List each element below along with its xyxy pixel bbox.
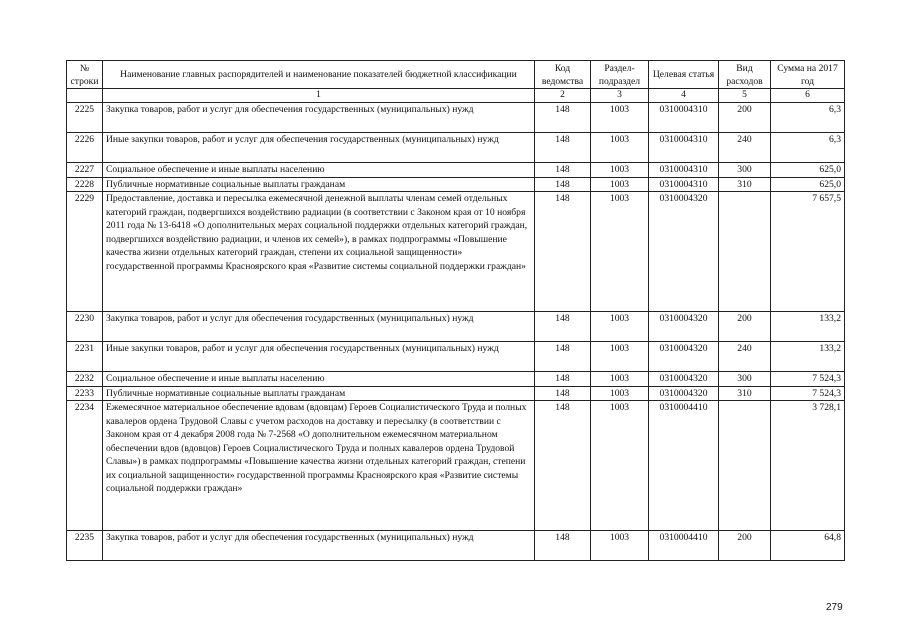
row-number: 2228 (67, 177, 103, 192)
row-target-article: 0310004320 (649, 312, 719, 342)
row-amount: 6,3 (771, 103, 845, 133)
row-name: Социальное обеспечение и иные выплаты населению (103, 372, 535, 387)
row-number: 2235 (67, 531, 103, 561)
row-target-article: 0310004410 (649, 531, 719, 561)
row-expense-type: 200 (719, 312, 771, 342)
row-expense-type: 240 (719, 342, 771, 372)
row-amount: 7 657,5 (771, 192, 845, 312)
row-section: 1003 (591, 177, 649, 192)
row-department-code: 148 (535, 372, 591, 387)
row-section: 1003 (591, 133, 649, 163)
table-row (67, 372, 845, 387)
table-row (67, 342, 845, 372)
header-department-code: Код ведомства (535, 61, 591, 89)
row-name: Публичные нормативные социальные выплаты гражданам (103, 177, 535, 192)
row-number: 2233 (67, 386, 103, 401)
row-expense-type: 200 (719, 531, 771, 561)
row-expense-type: 310 (719, 386, 771, 401)
row-section: 1003 (591, 372, 649, 387)
header-row-number: № строки (67, 61, 103, 89)
header-amount: Сумма на 2017 год (771, 61, 845, 89)
row-name: Ежемесячное материальное обеспечение вдовам (вдовцам) Героев Социалистического Труда и полных кавалеров ордена Трудовой Славы с учетом расходов на доставку и пересылку (в соответствии с Законом края от 4 декабря 2008 года № 7-2568 «О дополнительном ежемесячном материальном обеспечении вдов (вдовцов) Героев Социалистического Труда и полных кавалеров ордена Трудовой Славы») в рамках подпрограммы «Повышение качества жизни отдельных категорий граждан, степени их социальной защищенности» государственной программы Красноярского края «Развитие системы социальной поддержки граждан» (103, 401, 535, 531)
table-row (67, 312, 845, 342)
table-row (67, 192, 845, 312)
row-expense-type: 310 (719, 177, 771, 192)
row-name: Закупка товаров, работ и услуг для обеспечения государственных (муниципальных) нужд (103, 531, 535, 561)
row-target-article: 0310004410 (649, 401, 719, 531)
table-row (67, 103, 845, 133)
row-name: Иные закупки товаров, работ и услуг для обеспечения государственных (муниципальных) нужд (103, 133, 535, 163)
row-department-code: 148 (535, 177, 591, 192)
table-row (67, 177, 845, 192)
row-section: 1003 (591, 312, 649, 342)
column-number: 4 (649, 89, 719, 103)
header-name: Наименование главных распорядителей и наименование показателей бюджетной классификации (103, 61, 535, 89)
row-department-code: 148 (535, 192, 591, 312)
row-department-code: 148 (535, 133, 591, 163)
row-section: 1003 (591, 163, 649, 178)
header-target-article: Целевая статья (649, 61, 719, 89)
row-target-article: 0310004320 (649, 372, 719, 387)
row-number: 2232 (67, 372, 103, 387)
row-department-code: 148 (535, 386, 591, 401)
row-expense-type (719, 192, 771, 312)
table-row (67, 133, 845, 163)
row-number: 2229 (67, 192, 103, 312)
row-amount: 7 524,3 (771, 372, 845, 387)
row-amount: 6,3 (771, 133, 845, 163)
row-expense-type: 240 (719, 133, 771, 163)
row-amount: 133,2 (771, 312, 845, 342)
row-expense-type: 300 (719, 372, 771, 387)
table-row (67, 531, 845, 561)
row-amount: 3 728,1 (771, 401, 845, 531)
row-section: 1003 (591, 342, 649, 372)
row-expense-type: 300 (719, 163, 771, 178)
row-number: 2231 (67, 342, 103, 372)
row-number: 2227 (67, 163, 103, 178)
row-target-article: 0310004320 (649, 192, 719, 312)
column-number: 5 (719, 89, 771, 103)
row-number: 2234 (67, 401, 103, 531)
header-expense-type: Вид расходов (719, 61, 771, 89)
row-section: 1003 (591, 401, 649, 531)
column-number: 2 (535, 89, 591, 103)
row-name: Иные закупки товаров, работ и услуг для обеспечения государственных (муниципальных) нужд (103, 342, 535, 372)
row-number: 2226 (67, 133, 103, 163)
column-number: 1 (103, 89, 535, 103)
row-amount: 64,8 (771, 531, 845, 561)
budget-table (66, 60, 845, 561)
row-target-article: 0310004310 (649, 163, 719, 178)
row-department-code: 148 (535, 342, 591, 372)
row-amount: 7 524,3 (771, 386, 845, 401)
row-expense-type: 200 (719, 103, 771, 133)
row-department-code: 148 (535, 401, 591, 531)
column-number (67, 89, 103, 103)
row-target-article: 0310004310 (649, 133, 719, 163)
row-amount: 625,0 (771, 163, 845, 178)
row-amount: 133,2 (771, 342, 845, 372)
row-department-code: 148 (535, 103, 591, 133)
row-section: 1003 (591, 103, 649, 133)
row-target-article: 0310004310 (649, 177, 719, 192)
table-row (67, 386, 845, 401)
row-target-article: 0310004310 (649, 103, 719, 133)
row-department-code: 148 (535, 163, 591, 178)
table-row (67, 163, 845, 178)
row-section: 1003 (591, 386, 649, 401)
row-section: 1003 (591, 192, 649, 312)
row-name: Закупка товаров, работ и услуг для обеспечения государственных (муниципальных) нужд (103, 312, 535, 342)
page-number: 279 (826, 602, 843, 613)
row-name: Социальное обеспечение и иные выплаты населению (103, 163, 535, 178)
row-name: Закупка товаров, работ и услуг для обеспечения государственных (муниципальных) нужд (103, 103, 535, 133)
column-number: 6 (771, 89, 845, 103)
row-target-article: 0310004320 (649, 342, 719, 372)
row-section: 1003 (591, 531, 649, 561)
row-department-code: 148 (535, 531, 591, 561)
row-number: 2225 (67, 103, 103, 133)
row-amount: 625,0 (771, 177, 845, 192)
row-name: Публичные нормативные социальные выплаты гражданам (103, 386, 535, 401)
header-section: Раздел-подраздел (591, 61, 649, 89)
row-target-article: 0310004320 (649, 386, 719, 401)
column-number: 3 (591, 89, 649, 103)
row-name: Предоставление, доставка и пересылка ежемесячной денежной выплаты членам семей отдельных категорий граждан, подвергшихся воздействию радиации (в соответствии с Законом края от 10 ноября 2011 года № 13-6418 «О дополнительных мерах социальной поддержки отдельных категорий граждан, подвергшихся воздействию радиации, и членов их семей»), в рамках подпрограммы «Повышение качества жизни отдельных категорий граждан, степени их социальной защищенности» государственной программы Красноярского края «Развитие системы социальной поддержки граждан» (103, 192, 535, 312)
table-row (67, 401, 845, 531)
row-department-code: 148 (535, 312, 591, 342)
row-expense-type (719, 401, 771, 531)
row-number: 2230 (67, 312, 103, 342)
